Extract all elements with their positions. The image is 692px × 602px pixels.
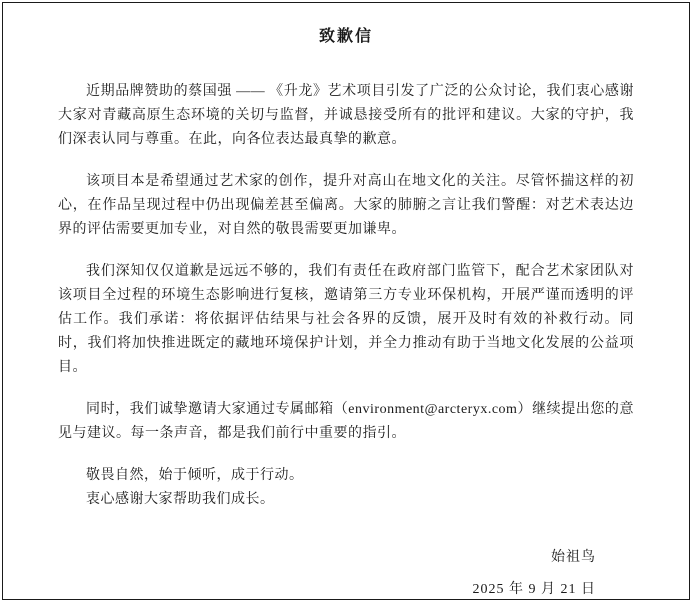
letter-paragraph-3: 我们深知仅仅道歉是远远不够的，我们有责任在政府部门监管下，配合艺术家团队对该项目全过程的环境生态影响进行复核，邀请第三方专业环保机构，开展严谨而透明的评估工作。我们承诺：将依据评估结果与社会各界的反馈，展开及时有效的补救行动。同时，我们将加快推进既定的藏地环境保护计划，并全力推动有助于当地文化发展的公益项目。 — [58, 264, 634, 375]
letter-paragraph-4: 同时，我们诚挚邀请大家通过专属邮箱（environment@arcteryx.com）继续提出您的意见与建议。每一条声音，都是我们前行中重要的指引。 — [58, 402, 634, 441]
closing-line-2: 衷心感谢大家帮助我们成长。 — [86, 492, 275, 507]
apology-letter-page — [2, 2, 690, 600]
signature-date: 2025 年 9 月 21 日 — [472, 582, 596, 597]
letter-title: 致歉信 — [318, 28, 373, 45]
letter-paragraph-1: 近期品牌赞助的蔡国强 —— 《升龙》艺术项目引发了广泛的公众讨论，我们衷心感谢大家对青藏高原生态环境的关切与监督，并诚恳接受所有的批评和建议。大家的守护，我们深表认同与尊重。在此，向各位表达最真挚的歉意。 — [58, 84, 634, 147]
signature-block — [58, 546, 634, 602]
signature-name: 始祖鸟 — [551, 550, 596, 565]
closing-line-1: 敬畏自然，始于倾听，成于行动。 — [86, 468, 304, 483]
letter-paragraph-2: 该项目本是希望通过艺术家的创作，提升对高山在地文化的关注。尽管怀揣这样的初心，在作品呈现过程中仍出现偏差甚至偏离。大家的肺腑之言让我们警醒：对艺术表达边界的评估需要更加专业，对自然的敬畏需要更加谦卑。 — [58, 174, 634, 237]
